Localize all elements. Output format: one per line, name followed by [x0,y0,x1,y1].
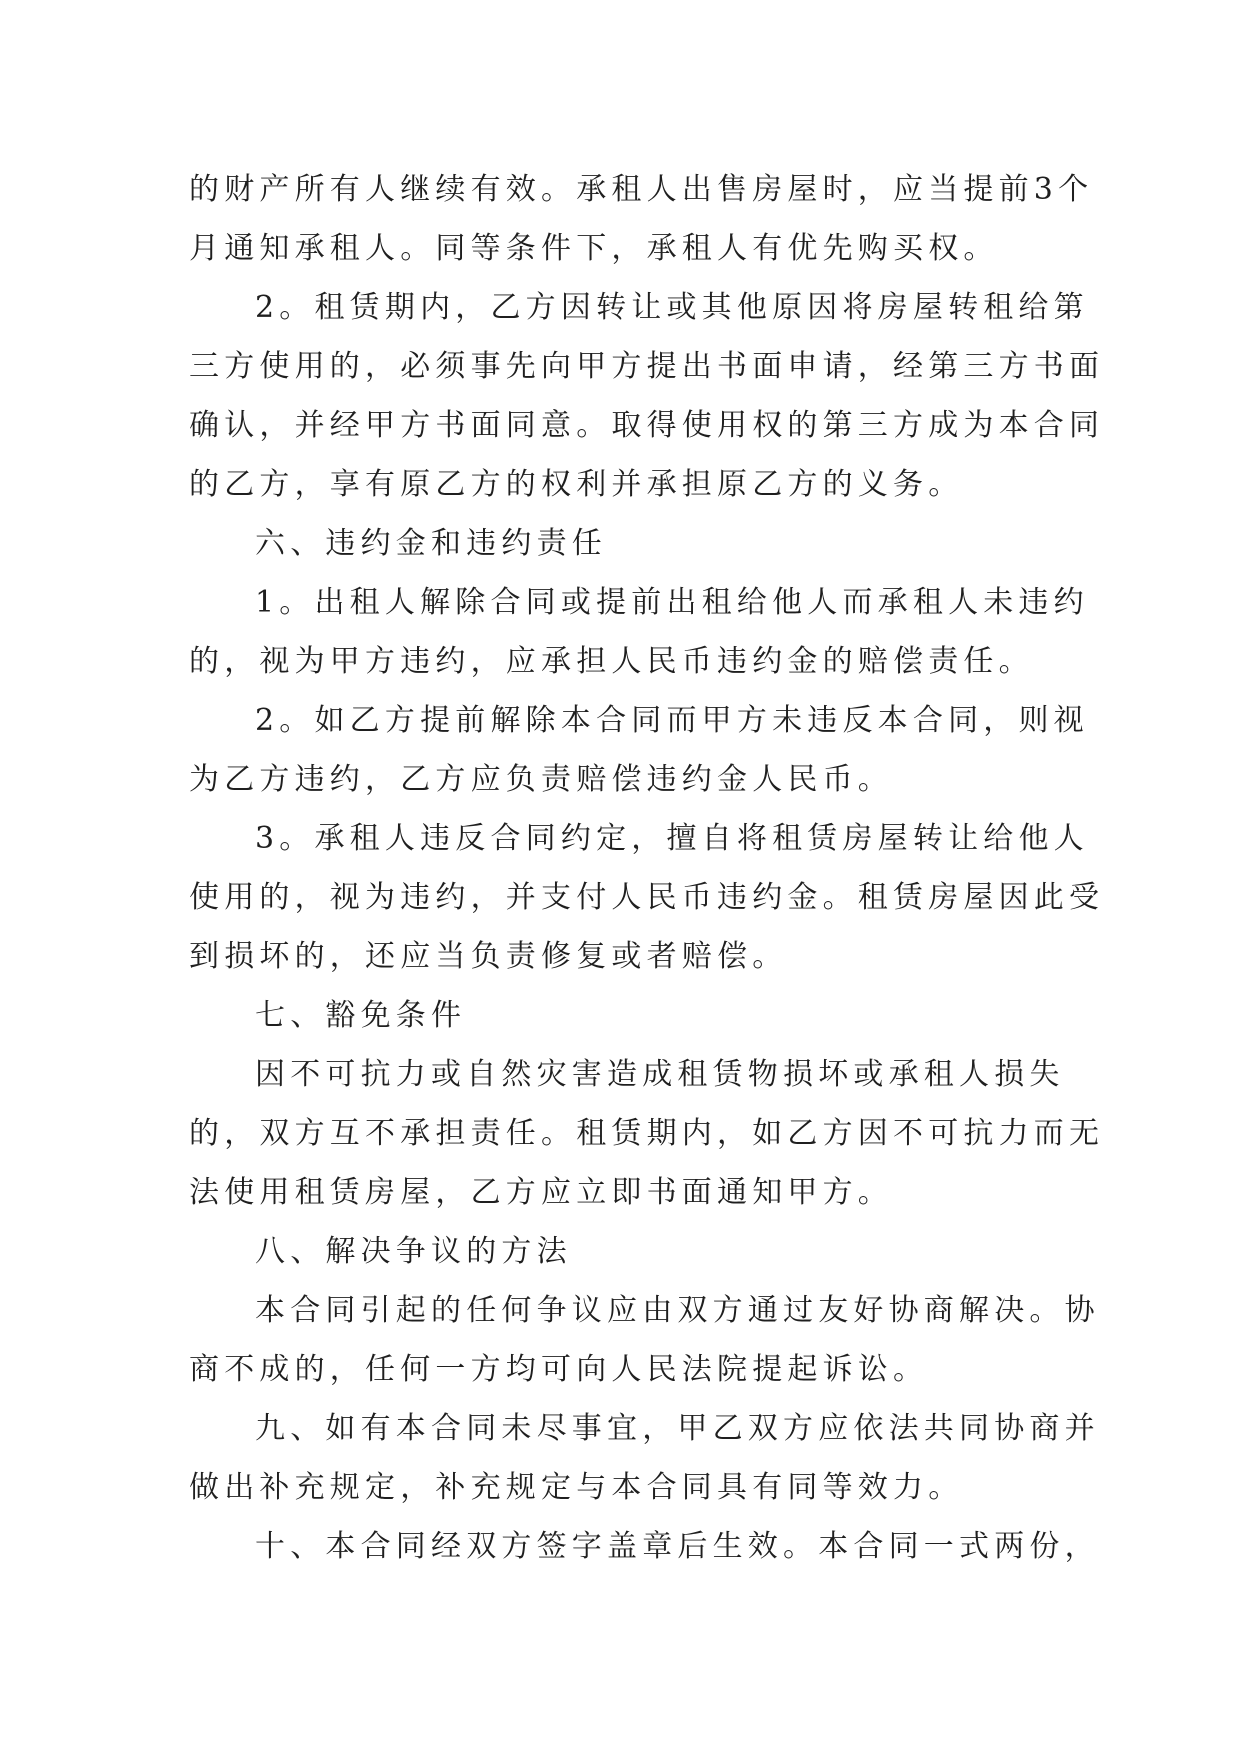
document-line: 十、本合同经双方签字盖章后生效。本合同一式两份， [255,1529,1100,1564]
document-line: 到损坏的，还应当负责修复或者赔偿。 [189,939,788,974]
document-line: 九、如有本合同未尽事宜，甲乙双方应依法共同协商并 [255,1411,1100,1446]
document-line: 3。承租人违反合同约定，擅自将租赁房屋转让给他人 [255,821,1089,856]
document-line: 做出补充规定，补充规定与本合同具有同等效力。 [189,1470,964,1505]
document-body [189,160,1105,1576]
document-line: 月通知承租人。同等条件下，承租人有优先购买权。 [189,231,999,266]
document-line: 为乙方违约，乙方应负责赔偿违约金人民币。 [189,762,893,797]
document-line: 八、解决争议的方法 [255,1234,572,1269]
document-line: 的乙方，享有原乙方的权利并承担原乙方的义务。 [189,467,964,502]
document-line: 确认，并经甲方书面同意。取得使用权的第三方成为本合同 [189,408,1105,443]
document-line: 1。出租人解除合同或提前出租给他人而承租人未违约 [255,585,1089,620]
document-line: 的财产所有人继续有效。承租人出售房屋时，应当提前3个 [189,172,1094,207]
document-line: 本合同引起的任何争议应由双方通过友好协商解决。协 [255,1293,1100,1328]
document-line: 使用的，视为违约，并支付人民币违约金。租赁房屋因此受 [189,880,1105,915]
document-line: 2。租赁期内，乙方因转让或其他原因将房屋转租给第 [255,290,1089,325]
document-line: 六、违约金和违约责任 [255,526,607,561]
document-line: 七、豁免条件 [255,998,467,1033]
document-line: 法使用租赁房屋，乙方应立即书面通知甲方。 [189,1175,893,1210]
document-line: 因不可抗力或自然灾害造成租赁物损坏或承租人损失 [255,1057,1065,1092]
document-line: 商不成的，任何一方均可向人民法院提起诉讼。 [189,1352,929,1387]
document-line: 的，双方互不承担责任。租赁期内，如乙方因不可抗力而无 [189,1116,1105,1151]
document-line: 三方使用的，必须事先向甲方提出书面申请，经第三方书面 [189,349,1105,384]
document-line: 2。如乙方提前解除本合同而甲方未违反本合同，则视 [255,703,1089,738]
document-line: 的，视为甲方违约，应承担人民币违约金的赔偿责任。 [189,644,1034,679]
